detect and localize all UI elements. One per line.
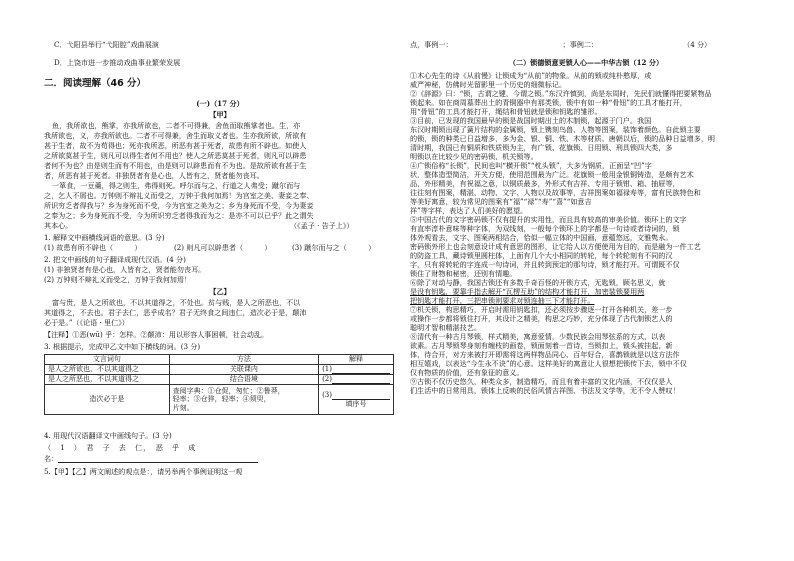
- table-cell: 结合语境: [169, 375, 318, 385]
- jia-line: 之所欲莫甚于生，则凡可以得生者何不用也？使人之所恶莫甚于死者，则凡可以辟患: [44, 151, 307, 160]
- q4-item: （ 1 ） 君 子 去 仁， 恶 乎 成: [44, 443, 197, 452]
- article-line: ①木心先生的诗《从前慢》让锁成为“从前”的物象。从前的锁或纯朴憨厚，或: [410, 71, 652, 80]
- article-line: 等美好寓意，较为常见的图案有“福”“禄”“寿”“喜”“如意吉: [410, 197, 592, 206]
- q2-item: (1) 非独贤者有是心也，人皆有之，贤者能勿丧耳。: [44, 265, 206, 274]
- article-line: ②《辞源》曰：“锁，古谓之键，今谓之锁。”东汉许慎到，尚是东周时，先民们就懂得把要紧物品: [410, 89, 712, 98]
- annotation-note: 【注释】①恶(wū) 乎：怎样。②颠沛：用以形容人事困顿，社会动乱。: [44, 330, 269, 339]
- article-line: 威严神秘，仿佛时光留影里一个历史的细微标记。: [410, 80, 567, 89]
- part1-title: (一)（17 分）: [196, 99, 244, 108]
- article-line: 聪明才智和精湛技艺。: [410, 323, 481, 332]
- jia-line: 之，乞人不屑也。万钟则不辩礼义而受之，万钟于我何加焉！为宫室之美、妻妾之奉、: [44, 191, 314, 200]
- q2-item: (2) 万钟则不辩礼义而受之，万钟于我何加焉！: [44, 275, 192, 284]
- q5-continuation[interactable]: 点，事例一： ；事例二： （4 分）: [410, 40, 712, 49]
- table-cell: 是人之所恶也，不以其道得之: [45, 375, 170, 385]
- table-header: 文言词句: [45, 355, 170, 365]
- article-line: 锁起来。如在商周墓葬出土的青铜器中有那类锁，锁中有如一种“骨钮”的工具才能打开，: [410, 98, 687, 107]
- question-2: 2. 把文中画线的句子翻译成现代汉语。(4 分): [44, 255, 186, 264]
- question-1: 1. 解释文中画横线词语的意思。(3 分): [44, 233, 165, 242]
- article-line: ⑦机关锁，构思精巧，开启时需用钥匙扣，还必须按步骤逐一打开各种机关，差一步: [410, 305, 673, 314]
- jia-line: 我所欲也，义，亦我所欲也。二者不可得兼，舍生而取义者也。生亦我所欲，所欲有: [44, 131, 307, 140]
- article-line: 用“骨钮”的工具才能打开，绳结和骨钮就是锁和钥匙的雏形。: [410, 107, 602, 116]
- question-5: 5.【甲】【乙】两文阐述的观点是：，请另举两个事例证明这一观: [44, 467, 243, 476]
- article-line: 往往刻有图案，精湛，动物、文字、人物以及故事等，吉祥图案如福禄寿等，富有民族特色和: [410, 188, 701, 197]
- yi-line: 必于是。”（《论语 · 里仁》）: [44, 318, 129, 327]
- table-cell: 查阅字典：①仓促，匆忙；②鲁莽， 轻率；③仓猝，轻率；④须臾， 片刻。: [169, 385, 318, 415]
- section-title: 二．阅读理解（46 分）: [44, 78, 147, 89]
- table-cell: 是人之所欲也，不以其道得之: [45, 365, 170, 375]
- article-line: 状，整体造型简洁，开关方便，使用范围最为广泛。花旗锁一般用金银铜铸造，是颇有艺术: [410, 170, 694, 179]
- table-cell: 关联课内: [169, 365, 318, 375]
- jia-line: 者，所恶有甚于死者。非独贤者有是心也，人皆有之，贤者能勿丧耳。: [44, 171, 264, 180]
- article-line: ③目前，已发现的我国最早的锁是战国时期出土的木制锁，起源于门户。我国: [410, 116, 652, 125]
- answer-blank[interactable]: (3) 填序号: [319, 385, 394, 415]
- yi-label: 【乙】: [209, 287, 231, 296]
- article-line: ⑤中国古代的文字密码锁不仅有提升的实用性，而且具有较高的审美价值。锁环上的文字: [410, 215, 687, 224]
- article-line: 体外观看去，文字、图案两相结合，恰似一幅立体的中国画，意蕴悠远，文雅隽永。: [410, 233, 673, 242]
- question-3: 3. 根据提示，完成甲乙文中如下横线的词。(3 分): [44, 342, 201, 351]
- yi-line: 富与贵，是人之所欲也，不以其道得之，不处也。贫与贱，是人之所恶也，不以: [52, 298, 301, 307]
- article-line: ④广锁俗称“长锁”，民间也叫“横开锁”“枕头锁”，大多为钢质，正面呈“凹”字: [410, 161, 652, 170]
- article-line: 字，只有将转轮的字连成一句诗词，并且转到预定的那句诗，锁才能打开。可谓既不仅: [410, 260, 680, 269]
- option-d: D．上饶市进一步推动戏曲事业繁荣发展: [54, 58, 181, 67]
- q1-item: (3) 蹴尔而与之（ ）: [292, 243, 376, 252]
- article-line: 相互嬉戏，以表达“今生永不诀”的心意。这样美好的寓意让人很想把锁传下去，锁中不仅: [410, 359, 687, 368]
- jia-line: 一箪食，一豆羹，得之则生，弗得则死。呼尔而与之，行道之人弗受；蹴尔而与: [52, 181, 301, 190]
- option-c: C．弋阳县举行“弋阳腔”戏曲展演: [54, 40, 159, 49]
- table-header: 方法: [169, 355, 318, 365]
- article-line: 体，待合开，对方来被打开即需将这两样物品同心、百年好合，喜鹊锁就是以这方法作: [410, 350, 680, 359]
- article-line: 们生活中的日常用具，锁体上反映的民俗风情吉祥图、书法及文学等，无不令人赞叹！: [410, 386, 680, 395]
- article-line: 锁住了财物和秘密，还别有情趣。: [410, 269, 517, 278]
- article-line: 清时期，我国已有铜质和铁质锁为主，有广锁、花旗锁、日用锁、刑具锁四大类，多: [410, 143, 673, 152]
- q4-answer[interactable]: 名：: [44, 454, 258, 463]
- jia-line: 鱼，我所欲也，熊掌，亦我所欲也，二者不可得兼，舍鱼而取熊掌者也。生，亦: [52, 121, 301, 130]
- article-line: 有直率淳朴意味等种字体，为双线刻，一般每个锁环上的字都是一句诗或者诗词的，锁: [410, 224, 680, 233]
- jia-line: 之奉为之；乡为身死而不受，今为所识穷乏者得我而为之：是亦不可以已乎？此之谓失: [44, 211, 314, 220]
- jia-line: 者何不为也？由是则生而有不用也，由是则可以辟患而有不为也。是故所欲有甚于生: [44, 161, 307, 170]
- article-line: 祥”等字样，表达了人们美好的愿望。: [410, 206, 528, 215]
- article-line: ⑥除了对动与静，我国古锁还有多数千奇百怪的开锁方式，无匙锁，顾名思义，就: [410, 278, 666, 287]
- article-line: 的防盗工具，藏诗锁里圆柱体，上面有几个大小相同的转轮，每个转轮刻有不同的汉: [410, 251, 673, 260]
- answer-blank[interactable]: (1): [319, 365, 394, 375]
- article-line: 把钥匙才能打开，三把串锁则要求对锁连抽三下才能打开。: [410, 296, 595, 305]
- table-header: 解释: [319, 355, 394, 365]
- article-line: 品，外形精美，有祝福之意，以铜质最多，外形式有吉祥、专用于锁钳、箱、抽屉等，: [410, 179, 680, 188]
- question-4: 4. 用现代汉语翻译文中画线句子。(3 分): [44, 431, 172, 440]
- article-line: 的锁，锁的种类已日益增多，多为金、银、铜、铁、木等材质。唐朝以后，锁的品种日益增多，明: [410, 134, 716, 143]
- article-line: 或操作一步都将锁住打开，其设计之精美，构思之巧妙，充分体现了古代制锁艺人的: [410, 314, 673, 323]
- q1-item: (1) 故患有所不辟也（ ）: [44, 243, 142, 252]
- article-line: ⑨古锁不仅历史悠久，种类众多，制造精巧，而且有着丰富的文化内涵，不仅仅是人: [410, 377, 673, 386]
- q1-item: (2) 则凡可以辟患者（ ）: [174, 243, 272, 252]
- article-line: 密码锁外形上也会刻意设计成有意思的图形，让它给人以方便使用为目的，而是融为一件工艺: [410, 242, 701, 251]
- article-line: 是没有钥匙，要靠手指去解开“瓦楞互助”的结构才能打开，加密装锁要用两: [410, 287, 645, 296]
- jia-label: 【甲】: [209, 110, 231, 119]
- part2-title: （二）锁德锁意更锁人心——中华古锁（12 分）: [508, 58, 664, 67]
- article-line: 东汉时期锁出现了簧片结构的金属锁，锁上镌刻鸟兽、人物等图案，装饰着颜色。自此锁主要: [410, 125, 701, 134]
- jia-source: （《孟子 · 告子上》）: [290, 221, 354, 230]
- table-cell: 造次必于是: [45, 385, 170, 415]
- jia-line: 其本心。: [44, 221, 73, 230]
- article-line: 欲素。古月琴锁琴身刻有缠枝的画卷，锁面刻着一首诗，当锁扣上，锁头被挂起，新: [410, 341, 673, 350]
- jia-line: 所识穷乏者得我与？乡为身死而不受，今为宫室之美为之；乡为身死而不受，今为妻妾: [44, 201, 314, 210]
- answer-blank[interactable]: (2): [319, 375, 394, 385]
- jia-line: 甚于生者，故不为苟得也；死亦我所恶，所恶有甚于死者，故患有所不辟也。如使人: [44, 141, 307, 150]
- article-line: ⑧清代有一种古月琴锁，样式精美，寓意爱情，少数民族会用琴弦系的方式，以表: [410, 332, 666, 341]
- article-line: 仅有物质的价值，还有象征的意义。: [410, 368, 524, 377]
- article-line: 明锁以在比较少见的密码锁、机关锁等。: [410, 152, 538, 161]
- vocab-table: [44, 354, 394, 415]
- yi-line: 其道得之，不去也。君子去仁，恶乎成名？君子无终食之间违仁，造次必于是，颠沛: [44, 308, 307, 317]
